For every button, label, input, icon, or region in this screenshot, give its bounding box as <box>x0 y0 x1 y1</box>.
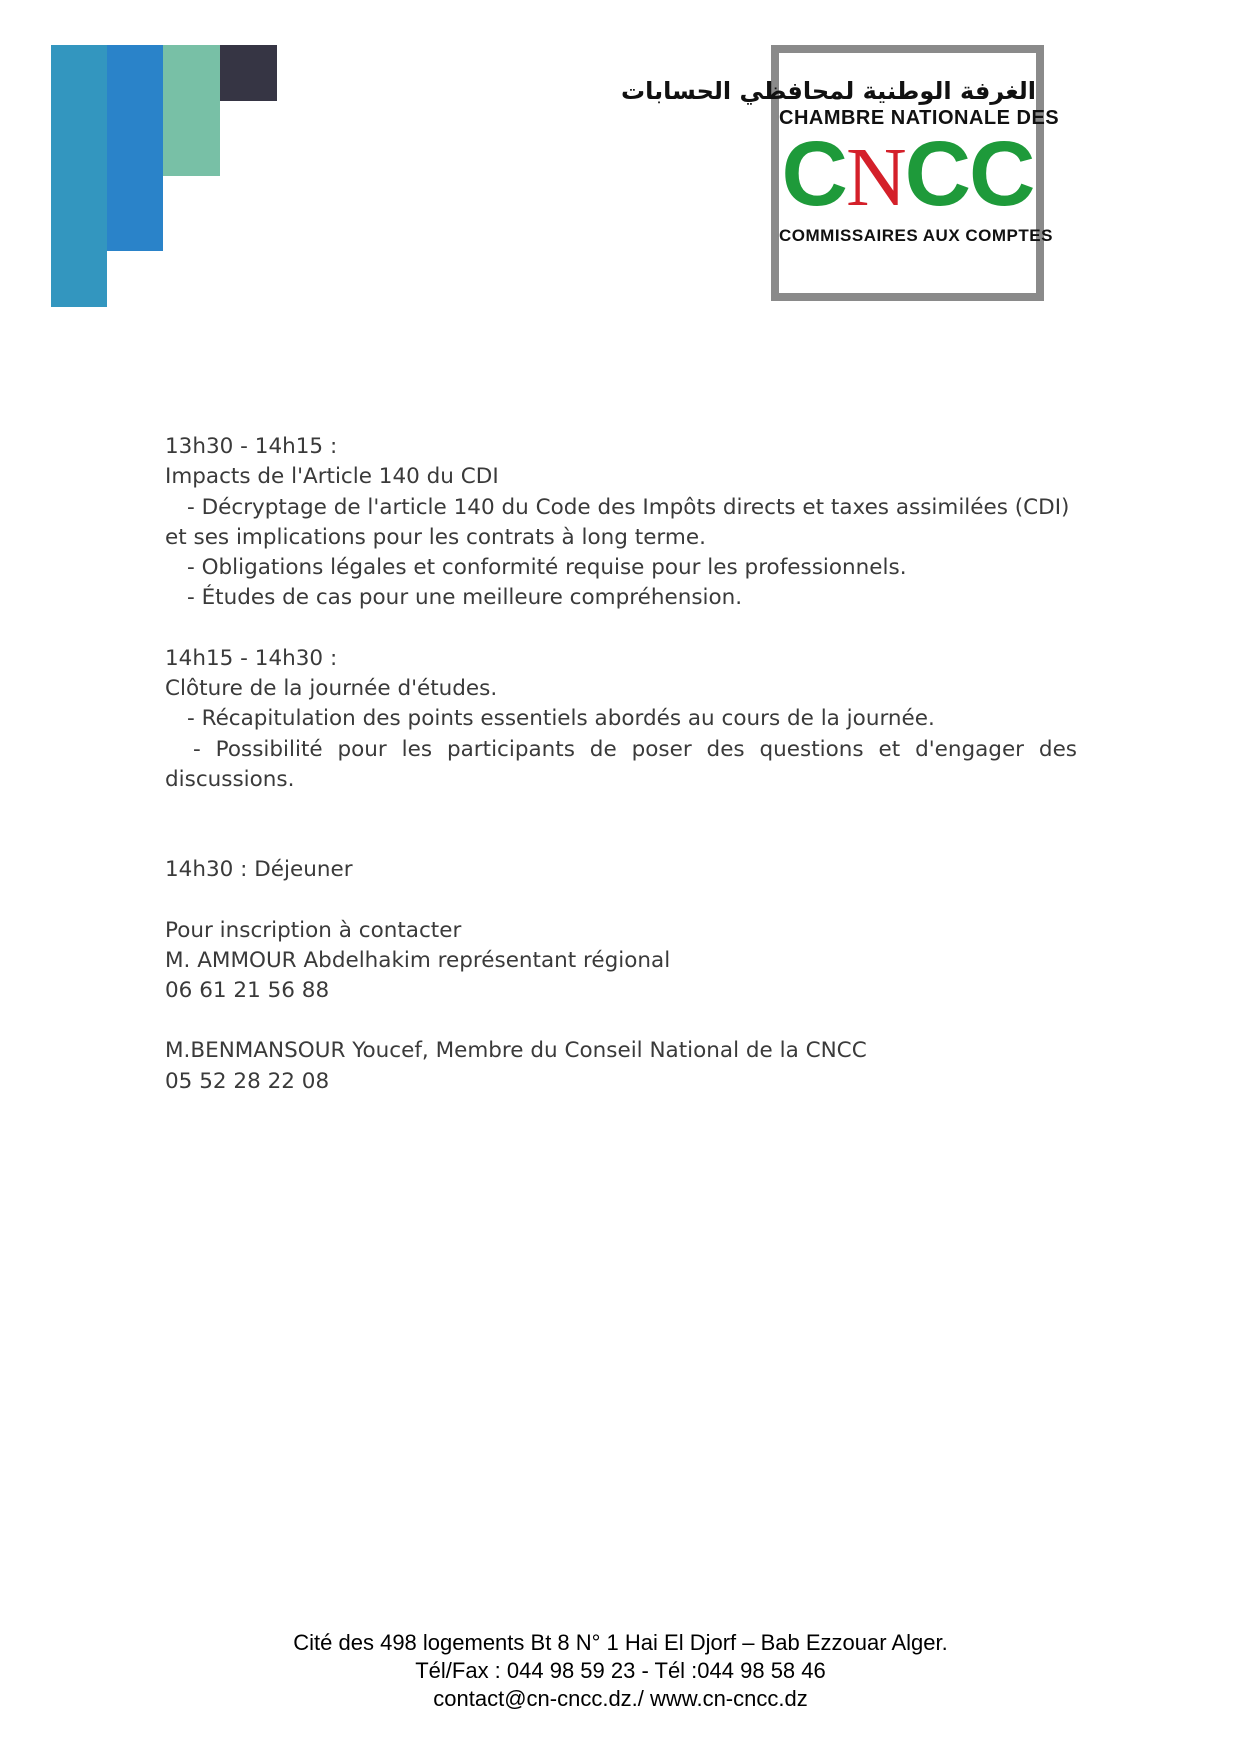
session-title: Clôture de la journée d'études. <box>165 676 498 702</box>
decorative-bar-1 <box>51 45 107 307</box>
program-content <box>165 432 1077 1097</box>
decorative-bars <box>51 45 277 307</box>
session-1 <box>165 432 1077 614</box>
contact-phone-2: 05 52 28 22 08 <box>165 1068 330 1094</box>
session-2 <box>165 644 1077 795</box>
session-title: Impacts de l'Article 140 du CDI <box>165 464 499 490</box>
footer-web: contact@cn-cncc.dz./ www.cn-cncc.dz <box>433 1686 808 1711</box>
contact-person-1: M. AMMOUR Abdelhakim représentant régional <box>165 947 671 973</box>
decorative-bar-2 <box>107 45 163 251</box>
session-time: 14h15 - 14h30 : <box>165 645 338 671</box>
session-item: - Obligations légales et conformité requise pour les professionnels. <box>187 555 907 581</box>
contact-phone-1: 06 61 21 56 88 <box>165 978 330 1004</box>
footer-address: Cité des 498 logements Bt 8 N° 1 Hai El Djorf – Bab Ezzouar Alger. <box>293 1630 948 1655</box>
logo-main-text: CNCC <box>781 123 1034 225</box>
decorative-bar-4 <box>220 45 277 101</box>
contact-person-2: M.BENMANSOUR Youcef, Membre du Conseil National de la CNCC <box>165 1038 867 1064</box>
session-item: - Décryptage de l'article 140 du Code des Impôts directs et taxes assimilées (CDI) et ses implications pour les contrats à long terme. <box>165 494 1070 550</box>
page-footer <box>0 1629 1241 1713</box>
logo-top-text: CHAMBRE NATIONALE DES <box>779 107 1060 129</box>
footer-phones: Tél/Fax : 044 98 59 23 - Tél :044 98 58 46 <box>415 1658 826 1683</box>
contact-intro: Pour inscription à contacter <box>165 917 462 943</box>
lunch-line: 14h30 : Déjeuner <box>165 857 353 883</box>
contact-block <box>165 916 1077 1097</box>
session-item: - Possibilité pour les participants de poser des questions et d'engager des discussions. <box>165 736 1077 792</box>
logo-arabic-title: الغرفة الوطنية لمحافظي الحسابات <box>621 77 1036 105</box>
session-item: - Récapitulation des points essentiels abordés au cours de la journée. <box>187 706 935 732</box>
logo-bottom-text: COMMISSAIRES AUX COMPTES <box>779 226 1053 245</box>
session-item: - Études de cas pour une meilleure compréhension. <box>187 585 743 611</box>
decorative-bar-3 <box>163 45 220 176</box>
cncc-logo <box>621 45 1060 301</box>
session-time: 13h30 - 14h15 : <box>165 434 338 459</box>
